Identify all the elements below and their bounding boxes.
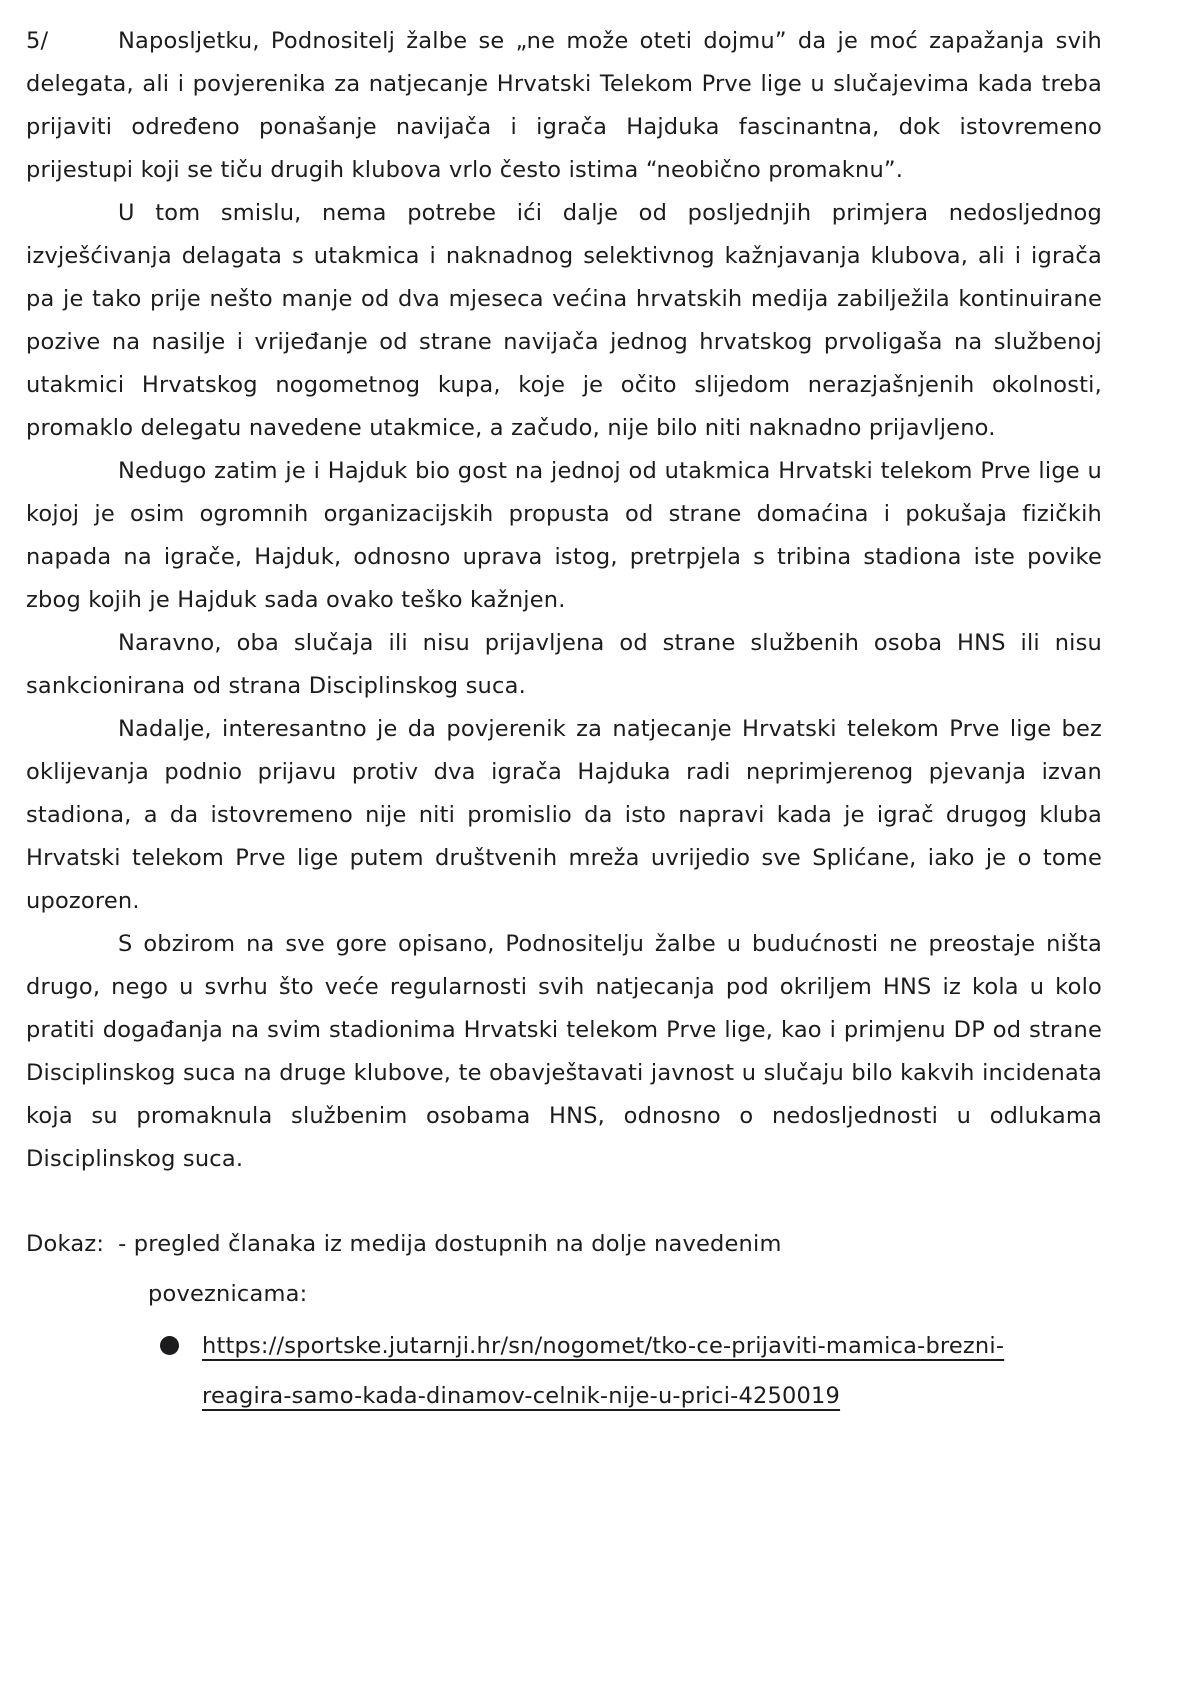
evidence-intro-line xyxy=(26,1219,1102,1269)
paragraph-text: S obzirom na sve gore opisano, Podnositelju žalbe u budućnosti ne preostaje ništa drugo, nego u svrhu što veće regularnosti svih natjecanja pod okriljem HNS iz kola u kolo pratiti događanja na svim stadionima Hrvatski telekom Prve lige, kao i primjenu DP od strane Disciplinskog suca na druge klubove, te obavještavati javnost u slučaju bilo kakvih incidenata koja su promaknula službenim osobama HNS, odnosno o nedosljednosti u odlukama Disciplinskog suca. xyxy=(26,931,1102,1172)
evidence-section xyxy=(26,1219,1102,1421)
paragraph-3 xyxy=(26,450,1102,622)
paragraph-text: U tom smislu, nema potrebe ići dalje od posljednjih primjera nedosljednog izvješćivanja delagata s utakmica i naknadnog selektivnog kažnjavanja klubova, ali i igrača pa je tako prije nešto manje od dva mjeseca većina hrvatskih medija zabilježila kontinuirane pozive na nasilje i vrijeđanje od strane navijača jednog hrvatskog prvoligaša na službenoj utakmici Hrvatskog nogometnog kupa, koje je očito slijedom nerazjašnjenih okolnosti, promaklo delegatu navedene utakmice, a začudo, nije bilo niti naknadno prijavljeno. xyxy=(26,200,1102,441)
paragraph-4 xyxy=(26,622,1102,708)
paragraph-6 xyxy=(26,923,1102,1181)
evidence-label: Dokaz: xyxy=(26,1231,105,1257)
paragraph-text: Nedugo zatim je i Hajduk bio gost na jednoj od utakmica Hrvatski telekom Prve lige u kojoj je osim ogromnih organizacijskih propusta od strane domaćina i pokušaja fizičkih napada na igrače, Hajduk, odnosno uprava istog, pretrpjela s tribina stadiona iste povike zbog kojih je Hajduk sada ovako teško kažnjen. xyxy=(26,458,1102,613)
paragraph-text: Nadalje, interesantno je da povjerenik za natjecanje Hrvatski telekom Prve lige bez oklijevanja podnio prijavu protiv dva igrača Hajduka radi neprimjerenog pjevanja izvan stadiona, a da istovremeno nije niti promislio da isto napravi kada je igrač drugog kluba Hrvatski telekom Prve lige putem društvenih mreža uvrijedio sve Splićane, iako je o tome upozoren. xyxy=(26,716,1102,914)
bullet-icon xyxy=(160,1336,179,1355)
paragraph-text: Naravno, oba slučaja ili nisu prijavljena od strane službenih osoba HNS ili nisu sankcionirana od strana Disciplinskog suca. xyxy=(26,630,1102,699)
paragraph-5 xyxy=(26,708,1102,923)
evidence-link-item xyxy=(26,1321,1102,1421)
section-number: 5/ xyxy=(26,28,49,54)
evidence-intro-continuation: poveznicama: xyxy=(148,1281,308,1307)
evidence-link[interactable]: https://sportske.jutarnji.hr/sn/nogomet/tko-ce-prijaviti-mamica-brezni-reagira-samo-kada-dinamov-celnik-nije-u-prici-4250019 xyxy=(202,1333,1005,1409)
paragraph-text: Naposljetku, Podnositelj žalbe se „ne može oteti dojmu” da je moć zapažanja svih delegata, ali i povjerenika za natjecanje Hrvatski Telekom Prve lige u slučajevima kada treba prijaviti određeno ponašanje navijača i igrača Hajduka fascinantna, dok istovremeno prijestupi koji se tiču drugih klubova vrlo često istima “neobično promaknu”. xyxy=(26,28,1102,183)
evidence-intro-text: - pregled članaka iz medija dostupnih na dolje navedenim xyxy=(118,1231,782,1257)
paragraph-2 xyxy=(26,192,1102,450)
paragraph-1 xyxy=(26,20,1102,192)
